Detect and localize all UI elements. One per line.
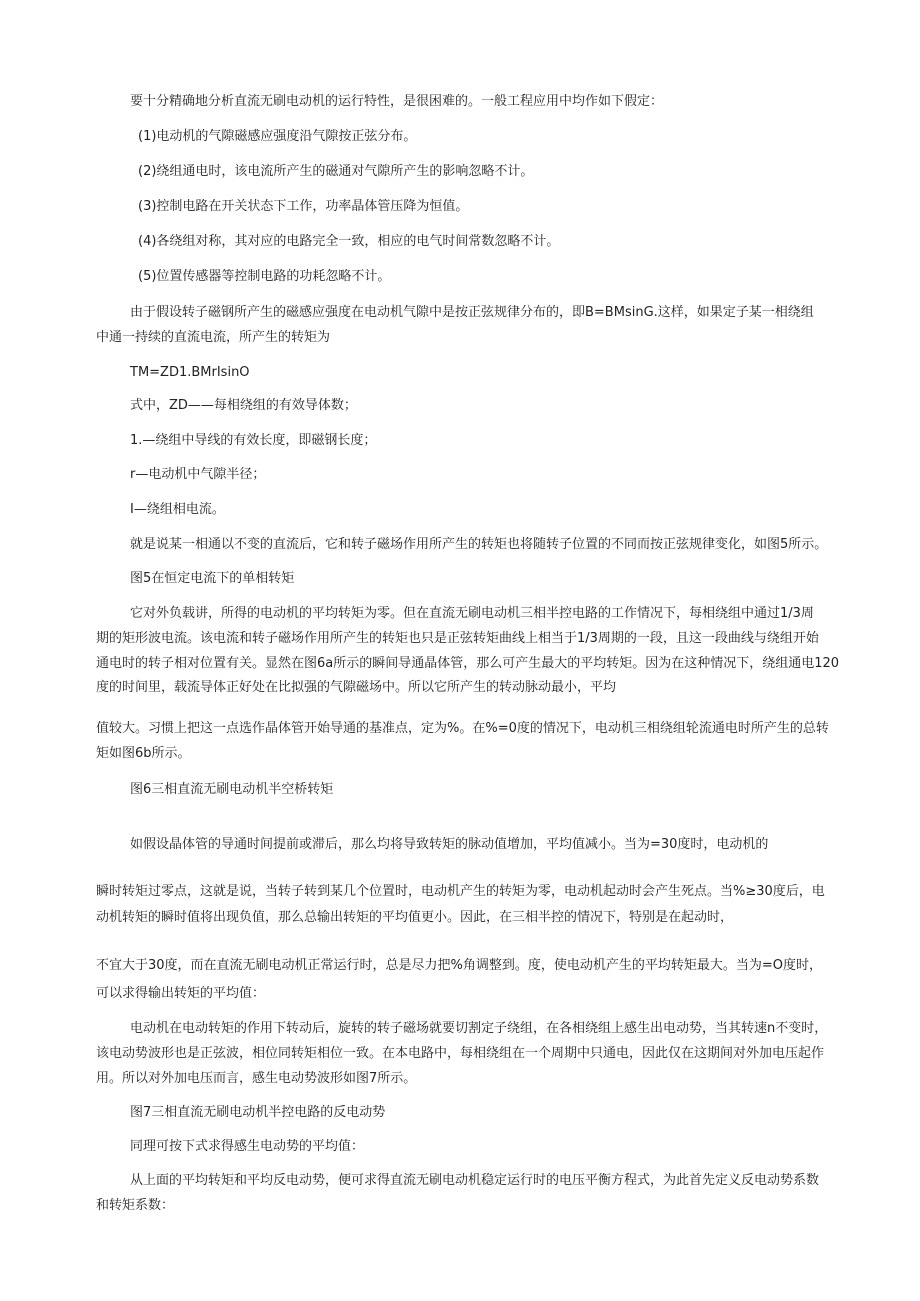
angle-adjust-paragraph-line: 不宜大于30度，而在直流无刷电动机正常运行时，总是尽力把%角调整到。度，使电动机产生的平均转矩最大。当为=O度时，: [96, 958, 823, 973]
assumption-item: (1)电动机的气隙磁感应强度沿气隙按正弦分布。: [138, 129, 417, 144]
average-torque-paragraph-line: 度的时间里，载流导体正好处在比拟强的气隙磁场中。所以它所产生的转动脉动最小，平均: [96, 680, 617, 695]
assumption-item: (3)控制电路在开关状态下工作，功率晶体管压降为恒值。: [138, 199, 469, 214]
intro-paragraph: 要十分精确地分析直流无刷电动机的运行特性，是很困难的。一般工程应用中均作如下假定：: [130, 94, 664, 109]
assumption-item: (4)各绕组对称，其对应的电路完全一致，相应的电气时间常数忽略不计。: [138, 234, 560, 249]
average-emf-paragraph: 同理可按下式求得感生电动势的平均值：: [130, 1139, 365, 1154]
delay-paragraph: 如假设晶体管的导通时间提前或滞后，那么均将导致转矩的脉动值增加，平均值减小。当为=30度时，电动机的: [130, 837, 769, 852]
average-torque-paragraph-line: 期的矩形波电流。该电流和转子磁场作用所产生的转矩也只是正弦转矩曲线上相当于1/3周期的一段，且这一段曲线与绕组开始: [96, 631, 819, 646]
final-paragraph-line: 从上面的平均转矩和平均反电动势，便可求得直流无刷电动机稳定运行时的电压平衡方程式，为此首先定义反电动势系数: [130, 1173, 820, 1188]
reference-point-paragraph-line: 值较大。习惯上把这一点选作晶体管开始导通的基准点，定为%。在%=0度的情况下，电动机三相绕组轮流通电时所产生的总转: [96, 721, 829, 736]
reference-point-paragraph-line: 矩如图6b所示。: [96, 746, 191, 761]
final-paragraph-line: 和转矩系数：: [96, 1198, 175, 1213]
angle-adjust-paragraph-line: 可以求得输出转矩的平均值：: [96, 986, 266, 1001]
definition-item: 1.—绕组中导线的有效长度，即磁钢长度；: [130, 433, 377, 448]
flux-paragraph-line: 由于假设转子磁钢所产生的磁感应强度在电动机气隙中是按正弦规律分布的，即B=BMsinG.这样，如果定子某一相绕组: [130, 305, 814, 320]
figure-7-caption: 图7三相直流无刷电动机半控电路的反电动势: [130, 1105, 386, 1120]
average-torque-paragraph-line: 通电时的转子相对位置有关。显然在图6a所示的瞬间导通晶体管，那么可产生最大的平均转矩。因为在这种情况下，绕组通电120: [96, 656, 840, 671]
assumption-item: (5)位置传感器等控制电路的功耗忽略不计。: [138, 269, 391, 284]
torque-formula: TM=ZD1.BMrIsinO: [130, 365, 250, 380]
definition-item: r—电动机中气隙半径；: [130, 467, 266, 482]
emf-paragraph-line: 用。所以对外加电压而言，感生电动势波形如图7所示。: [96, 1071, 417, 1086]
zero-crossing-paragraph-line: 瞬时转矩过零点，这就是说，当转子转到某几个位置时，电动机产生的转矩为零，电动机起动时会产生死点。当%≥30度后，电: [96, 884, 825, 899]
average-torque-paragraph-line: 它对外负载讲，所得的电动机的平均转矩为零。但在直流无刷电动机三相半控电路的工作情况下，每相绕组中通过1/3周: [130, 606, 814, 621]
definition-item: I—绕组相电流。: [130, 502, 225, 517]
flux-paragraph-line: 中通一持续的直流电流，所产生的转矩为: [96, 330, 331, 345]
emf-paragraph-line: 电动机在电动转矩的作用下转动后，旋转的转子磁场就要切割定子绕组，在各相绕组上感生出电动势，当其转速n不变时，: [130, 1021, 828, 1036]
figure-6-caption: 图6三相直流无刷电动机半空桥转矩: [130, 782, 334, 797]
zero-crossing-paragraph-line: 动机转矩的瞬时值将出现负值，那么总输出转矩的平均值更小。因此，在三相半控的情况下，特别是在起动时，: [96, 910, 734, 925]
sinusoid-paragraph: 就是说某一相通以不变的直流后，它和转子磁场作用所产生的转矩也将随转子位置的不同而按正弦规律变化，如图5所示。: [130, 537, 828, 552]
definition-item: 式中，ZD——每相绕组的有效导体数；: [130, 398, 357, 413]
emf-paragraph-line: 该电动势波形也是正弦波，相位同转矩相位一致。在本电路中，每相绕组在一个周期中只通电，因此仅在这期间对外加电压起作: [96, 1046, 825, 1061]
figure-5-caption: 图5在恒定电流下的单相转矩: [130, 571, 295, 586]
assumption-item: (2)绕组通电时，该电流所产生的磁通对气隙所产生的影响忽略不计。: [138, 164, 534, 179]
